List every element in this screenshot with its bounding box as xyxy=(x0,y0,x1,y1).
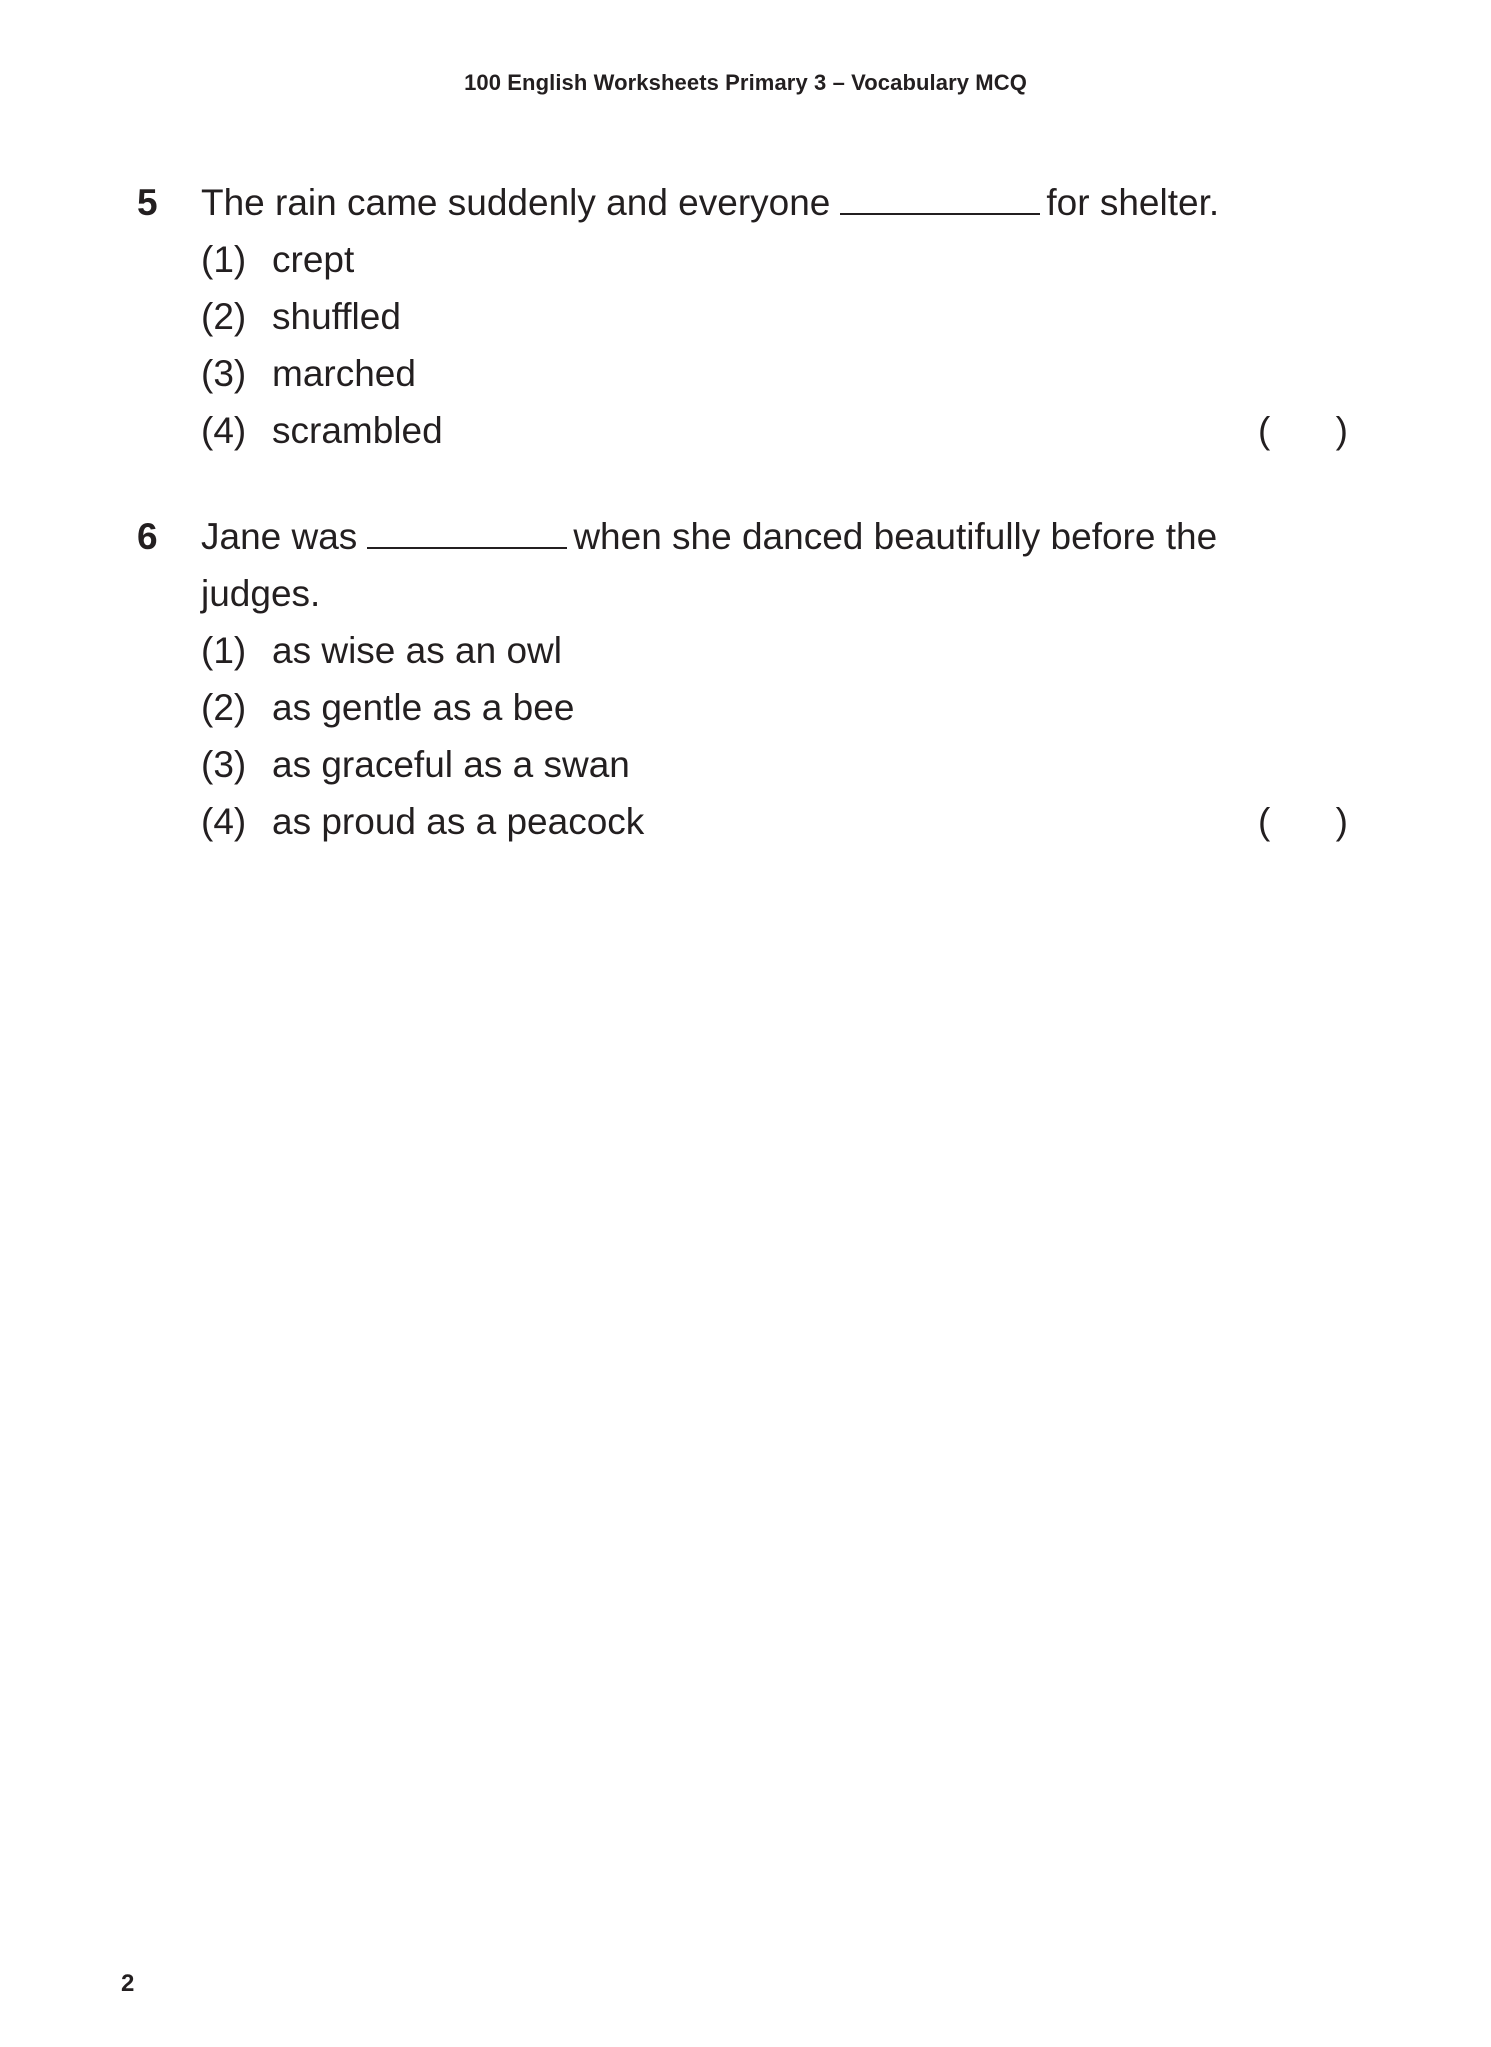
option-list xyxy=(201,231,1351,459)
option-label: (2) xyxy=(201,687,247,728)
option-label: (4) xyxy=(201,410,247,451)
answer-bracket[interactable] xyxy=(1258,402,1348,459)
option-2 xyxy=(201,288,1351,345)
bracket-open: ( xyxy=(1258,801,1271,842)
option-text: as gentle as a bee xyxy=(272,687,575,728)
bracket-close: ) xyxy=(1335,410,1348,451)
answer-blank xyxy=(840,212,1040,215)
question-number: 6 xyxy=(137,516,158,557)
option-label: (4) xyxy=(201,801,247,842)
question-text-after: when she danced beautifully before the judges. xyxy=(201,516,1218,614)
option-3 xyxy=(201,736,1351,793)
page-number: 2 xyxy=(121,1970,135,1997)
option-label: (3) xyxy=(201,744,247,785)
option-3 xyxy=(201,345,1351,402)
option-text: crept xyxy=(272,239,355,280)
question-text-before: The rain came suddenly and everyone xyxy=(201,182,831,223)
question-number: 5 xyxy=(137,182,158,223)
bracket-close: ) xyxy=(1335,801,1348,842)
option-text: as graceful as a swan xyxy=(272,744,630,785)
option-4 xyxy=(201,402,1351,459)
question-stem xyxy=(201,508,1281,622)
option-text: as proud as a peacock xyxy=(272,801,645,842)
option-1 xyxy=(201,622,1351,679)
question-stem xyxy=(201,174,1321,231)
option-label: (1) xyxy=(201,630,247,671)
option-label: (2) xyxy=(201,296,247,337)
option-text: shuffled xyxy=(272,296,401,337)
option-label: (3) xyxy=(201,353,247,394)
option-label: (1) xyxy=(201,239,247,280)
option-list xyxy=(201,622,1351,850)
answer-bracket[interactable] xyxy=(1258,793,1348,850)
option-4 xyxy=(201,793,1351,850)
answer-blank xyxy=(367,546,567,549)
option-text: marched xyxy=(272,353,416,394)
option-text: as wise as an owl xyxy=(272,630,562,671)
question-text-before: Jane was xyxy=(201,516,358,557)
page-header: 100 English Worksheets Primary 3 – Vocabulary MCQ xyxy=(464,70,1027,95)
option-1 xyxy=(201,231,1351,288)
option-2 xyxy=(201,679,1351,736)
option-text: scrambled xyxy=(272,410,443,451)
question-text-after: for shelter. xyxy=(1046,182,1220,223)
bracket-open: ( xyxy=(1258,410,1271,451)
